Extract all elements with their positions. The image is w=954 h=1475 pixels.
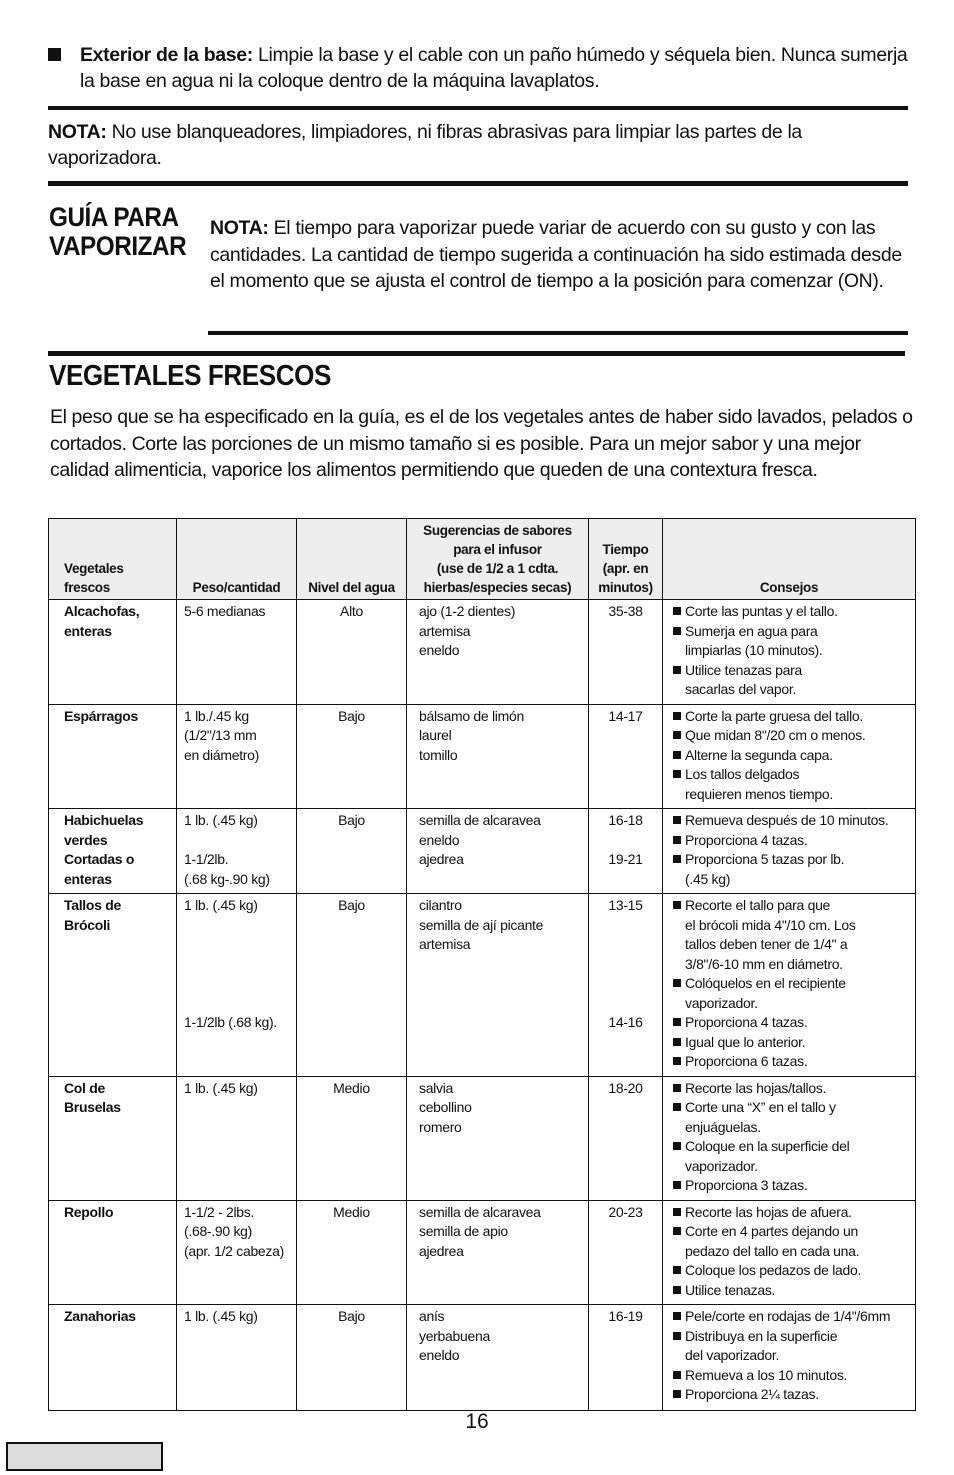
weight-value: 1 lb. (.45 kg)	[184, 1079, 258, 1096]
tips-cell	[663, 1076, 916, 1200]
water-level-cell	[297, 1076, 407, 1200]
tip-item	[672, 661, 915, 700]
tips-cell	[663, 600, 916, 705]
weight-value: (apr. 1/2 cabeza)	[184, 1242, 284, 1259]
tips-cell	[663, 809, 916, 894]
tip-item	[672, 746, 915, 766]
divider-rule	[48, 351, 905, 356]
weight-value: 1-1/2lb (.68 kg).	[184, 1014, 277, 1030]
time-cell	[589, 600, 663, 705]
divider-rule	[48, 106, 908, 110]
header-time	[589, 519, 663, 600]
tip-item	[672, 831, 915, 851]
tip-text: Utilice tenazas para	[685, 661, 802, 678]
tip-item	[672, 1385, 915, 1405]
weight-value: 1-1/2lb.	[184, 851, 229, 867]
flavor-item: tomillo	[419, 746, 458, 763]
tip-text: Los tallos delgados	[685, 766, 800, 782]
divider-rule	[208, 331, 908, 335]
header-text: Consejos	[759, 580, 819, 595]
exterior-base-paragraph	[48, 42, 908, 94]
weight-cell	[177, 1076, 297, 1200]
header-text: minutos)	[598, 580, 653, 595]
water-level-cell	[297, 809, 407, 894]
time-cell	[589, 894, 663, 1077]
exterior-base-body: Limpie la base y el cable con un paño húmedo y séquela bien. Nunca sumerja la base en agua ni la coloque dentro de la máquina lavaplatos.	[80, 44, 908, 92]
vegetable-name-cell	[49, 809, 177, 894]
weight-value: 1 lb. (.45 kg)	[184, 1308, 258, 1324]
tip-text: Proporciona 6 tazas.	[685, 1053, 808, 1069]
tip-item	[672, 1079, 915, 1099]
square-bullet-icon	[48, 48, 61, 61]
tip-text: Proporciona 2¼ tazas.	[685, 1386, 819, 1402]
time-value: 16-19	[608, 1308, 643, 1324]
header-tips	[663, 519, 916, 600]
vegetable-name: Alcachofas,	[64, 603, 140, 619]
tip-item	[672, 1052, 915, 1072]
tip-item	[672, 707, 915, 727]
water-level-value: Medio	[333, 1203, 370, 1220]
header-text: Vegetales	[64, 561, 124, 576]
vegetable-name: Col de	[64, 1079, 105, 1096]
steaming-time-note-label: NOTA:	[210, 217, 269, 239]
tip-text: el brócoli mida 4"/10 cm. Los	[685, 916, 856, 933]
flavors-cell	[407, 894, 589, 1077]
tip-text: vaporizador.	[685, 1157, 758, 1174]
tip-text: enjuáguelas.	[685, 1118, 761, 1135]
weight-cell	[177, 704, 297, 809]
steaming-guide-title-line: VAPORIZAR	[49, 231, 187, 261]
tip-item	[672, 1098, 915, 1137]
tips-cell	[663, 704, 916, 809]
steaming-guide-table	[48, 518, 916, 1411]
tip-text: vaporizador.	[685, 994, 758, 1011]
tip-item	[672, 726, 915, 746]
flavor-item: eneldo	[419, 1347, 460, 1363]
footer-box	[6, 1442, 163, 1471]
time-cell	[589, 704, 663, 809]
tip-text: Colóquelos en el recipiente	[685, 975, 846, 991]
flavor-item: ajedrea	[419, 851, 464, 867]
vegetable-name: Repollo	[64, 1203, 114, 1220]
header-text: frescos	[64, 580, 110, 595]
tip-text: Coloque los pedazos de lado.	[685, 1262, 862, 1278]
flavor-item: cilantro	[419, 897, 462, 913]
tip-item	[672, 1176, 915, 1196]
tip-item	[672, 1307, 915, 1327]
flavor-item: artemisa	[419, 936, 471, 952]
time-value: 18-20	[608, 1079, 643, 1096]
tip-item	[672, 1222, 915, 1261]
vegetable-name: Habichuelas	[64, 812, 144, 828]
flavors-cell	[407, 704, 589, 809]
flavor-item: eneldo	[419, 642, 460, 658]
tips-cell	[663, 1200, 916, 1305]
flavor-item: romero	[419, 1118, 462, 1135]
time-value: 16-18	[608, 812, 643, 828]
flavors-cell	[407, 1200, 589, 1305]
water-level-value: Bajo	[338, 812, 365, 828]
header-text: Peso/cantidad	[192, 580, 281, 595]
tips-cell	[663, 894, 916, 1077]
tip-text: Corte una “X” en el tallo y	[685, 1099, 836, 1115]
exterior-base-label: Exterior de la base:	[80, 44, 253, 66]
tip-item	[672, 811, 915, 831]
vegetable-name: Zanahorias	[64, 1308, 136, 1324]
vegetable-name: Bruselas	[64, 1099, 121, 1115]
tip-item	[672, 622, 915, 661]
tip-text: Remueva a los 10 minutos.	[685, 1366, 848, 1383]
weight-cell	[177, 809, 297, 894]
header-weight	[177, 519, 297, 600]
steaming-time-note	[210, 215, 910, 295]
header-text: Nivel del agua	[308, 580, 395, 595]
tip-item	[672, 1327, 915, 1366]
table-row	[49, 600, 916, 705]
vegetable-name-cell	[49, 894, 177, 1077]
flavor-item: semilla de ají picante	[419, 916, 544, 933]
flavors-cell	[407, 600, 589, 705]
tip-item	[672, 850, 915, 889]
tip-text: requieren menos tiempo.	[685, 785, 833, 802]
tip-text: sacarlas del vapor.	[685, 681, 797, 697]
steaming-time-note-text: El tiempo para vaporizar puede variar de acuerdo con su gusto y con las cantidades. La cantidad de tiempo sugerida a continuación ha sido estimada desde el momento que se ajusta el control de tiempo a la posición para comenzar (ON).	[210, 217, 902, 292]
water-level-value: Medio	[333, 1079, 370, 1096]
tip-text: Recorte las hojas de afuera.	[685, 1203, 852, 1220]
time-value: 14-16	[608, 1014, 643, 1030]
header-text: hierbas/especies secas)	[423, 580, 572, 595]
cleaning-note	[48, 119, 908, 171]
vegetable-name-cell	[49, 1076, 177, 1200]
weight-cell	[177, 600, 297, 705]
tip-text: Corte la parte gruesa del tallo.	[685, 707, 863, 724]
steaming-guide-title	[49, 203, 193, 261]
flavor-item: yerbabuena	[419, 1327, 490, 1344]
tip-text: Proporciona 3 tazas.	[685, 1177, 808, 1193]
time-cell	[589, 1305, 663, 1411]
header-text: para el infusor	[453, 542, 542, 557]
tip-text: Proporciona 4 tazas.	[685, 1014, 808, 1030]
time-value: 19-21	[608, 851, 643, 867]
flavor-item: semilla de apio	[419, 1223, 508, 1239]
time-value: 13-15	[608, 897, 643, 913]
header-text: (apr. en	[602, 561, 649, 576]
tip-item	[672, 896, 915, 974]
tip-text: Coloque en la superficie del	[685, 1138, 850, 1154]
weight-cell	[177, 1200, 297, 1305]
flavor-item: eneldo	[419, 831, 460, 848]
tip-text: Utilice tenazas.	[685, 1281, 776, 1298]
tip-text: limpiarlas (10 minutos).	[685, 642, 823, 658]
flavor-item: semilla de alcaravea	[419, 1203, 541, 1220]
tip-text: Distribuya en la superficie	[685, 1327, 838, 1344]
cleaning-note-text: No use blanqueadores, limpiadores, ni fibras abrasivas para limpiar las partes de la vaporizadora.	[48, 121, 802, 169]
tip-text: Corte las puntas y el tallo.	[685, 603, 838, 619]
tip-text: Recorte el tallo para que	[685, 897, 831, 913]
tip-item	[672, 602, 915, 622]
header-text: Tiempo	[602, 542, 649, 557]
weight-value: 5-6 medianas	[184, 603, 266, 619]
weight-value: en diámetro)	[184, 746, 259, 763]
header-text: (use de 1/2 a 1 cdta.	[436, 561, 559, 576]
tip-text: Proporciona 5 tazas por lb.	[685, 851, 845, 867]
tip-item	[672, 1261, 915, 1281]
water-level-cell	[297, 1305, 407, 1411]
header-text: Sugerencias de sabores	[423, 523, 572, 538]
weight-cell	[177, 1305, 297, 1411]
tip-text: Corte en 4 partes dejando un	[685, 1223, 858, 1239]
tip-text: tallos deben tener de 1/4" a	[685, 936, 848, 952]
tip-text: Sumerja en agua para	[685, 622, 818, 639]
vegetable-name-cell	[49, 704, 177, 809]
flavors-cell	[407, 1305, 589, 1411]
time-cell	[589, 1076, 663, 1200]
flavors-cell	[407, 1076, 589, 1200]
tip-text: 3/8"/6-10 mm en diámetro.	[685, 955, 843, 972]
table-row	[49, 894, 916, 1077]
tip-text: Pele/corte en rodajas de 1/4"/6mm	[685, 1308, 891, 1324]
tip-text: pedazo del tallo en cada una.	[685, 1242, 860, 1259]
tip-item	[672, 1137, 915, 1176]
vegetable-name-cell	[49, 600, 177, 705]
weight-cell	[177, 894, 297, 1077]
header-flavors	[407, 519, 589, 600]
tip-item	[672, 974, 915, 1013]
vegetable-name: Cortadas o	[64, 851, 135, 867]
fresh-vegetables-title: VEGETALES FRESCOS	[49, 360, 331, 392]
tip-text: del vaporizador.	[685, 1347, 780, 1363]
water-level-cell	[297, 704, 407, 809]
water-level-value: Bajo	[338, 897, 365, 913]
vegetable-name-cell	[49, 1200, 177, 1305]
vegetable-name: verdes	[64, 831, 108, 848]
vegetable-name: Brócoli	[64, 916, 111, 933]
tip-text: Proporciona 4 tazas.	[685, 831, 808, 848]
flavor-item: bálsamo de limón	[419, 707, 524, 724]
tip-text: (.45 kg)	[685, 870, 731, 887]
header-water-level	[297, 519, 407, 600]
divider-rule	[48, 181, 908, 186]
weight-value: 1 lb. (.45 kg)	[184, 897, 258, 913]
exterior-base-text	[80, 42, 908, 94]
vegetable-name: enteras	[64, 870, 112, 887]
vegetable-name: enteras	[64, 622, 112, 639]
tips-cell	[663, 1305, 916, 1411]
fresh-vegetables-intro: El peso que se ha especificado en la guía, es el de los vegetales antes de haber sido lavados, pelados o cortados. Corte las porciones de un mismo tamaño si es posible. Para un mejor sabor y una mejor calidad alimenticia, vaporice los alimentos permitiendo que queden de una contextura fresca.	[50, 406, 913, 481]
water-level-cell	[297, 600, 407, 705]
weight-value: (.68 kg-.90 kg)	[184, 870, 270, 887]
flavor-item: cebollino	[419, 1099, 472, 1115]
vegetable-name: Espárragos	[64, 707, 139, 724]
flavor-item: semilla de alcaravea	[419, 812, 541, 828]
table-row	[49, 1076, 916, 1200]
flavors-cell	[407, 809, 589, 894]
cleaning-note-label: NOTA:	[48, 121, 107, 143]
tip-item	[672, 1281, 915, 1301]
page-number: 16	[465, 1410, 489, 1433]
table-header-row	[49, 519, 916, 600]
weight-value: 1 lb./.45 kg	[184, 707, 249, 724]
water-level-value: Alto	[340, 603, 363, 619]
flavor-item: anís	[419, 1308, 445, 1324]
vegetable-name-cell	[49, 1305, 177, 1411]
water-level-cell	[297, 1200, 407, 1305]
flavor-item: artemisa	[419, 622, 471, 639]
steaming-guide-title-line: GUÍA PARA	[49, 202, 179, 232]
table-row	[49, 704, 916, 809]
table-body	[49, 600, 916, 1411]
flavor-item: ajo (1-2 dientes)	[419, 603, 516, 619]
flavor-item: laurel	[419, 727, 452, 743]
weight-value: (.68-.90 kg)	[184, 1223, 252, 1239]
table-row	[49, 1305, 916, 1411]
time-value: 35-38	[608, 603, 643, 619]
weight-value: (1/2"/13 mm	[184, 727, 257, 743]
tip-item	[672, 1203, 915, 1223]
table-row	[49, 809, 916, 894]
tip-item	[672, 1013, 915, 1033]
tip-item	[672, 765, 915, 804]
flavor-item: ajedrea	[419, 1242, 464, 1259]
time-cell	[589, 809, 663, 894]
time-value: 20-23	[608, 1203, 643, 1220]
tip-text: Alterne la segunda capa.	[685, 746, 833, 763]
water-level-value: Bajo	[338, 1308, 365, 1324]
tip-text: Que midan 8"/20 cm o menos.	[685, 727, 866, 743]
weight-value: 1-1/2 - 2lbs.	[184, 1203, 255, 1220]
water-level-cell	[297, 894, 407, 1077]
tip-text: Recorte las hojas/tallos.	[685, 1079, 827, 1096]
tip-text: Igual que lo anterior.	[685, 1033, 806, 1050]
table-row	[49, 1200, 916, 1305]
flavor-item: salvia	[419, 1079, 453, 1096]
time-value: 14-17	[608, 707, 643, 724]
vegetable-name: Tallos de	[64, 897, 121, 913]
tip-item	[672, 1033, 915, 1053]
tip-text: Remueva después de 10 minutos.	[685, 812, 889, 828]
water-level-value: Bajo	[338, 707, 365, 724]
time-cell	[589, 1200, 663, 1305]
header-vegetables	[49, 519, 177, 600]
tip-item	[672, 1366, 915, 1386]
weight-value: 1 lb. (.45 kg)	[184, 812, 258, 828]
